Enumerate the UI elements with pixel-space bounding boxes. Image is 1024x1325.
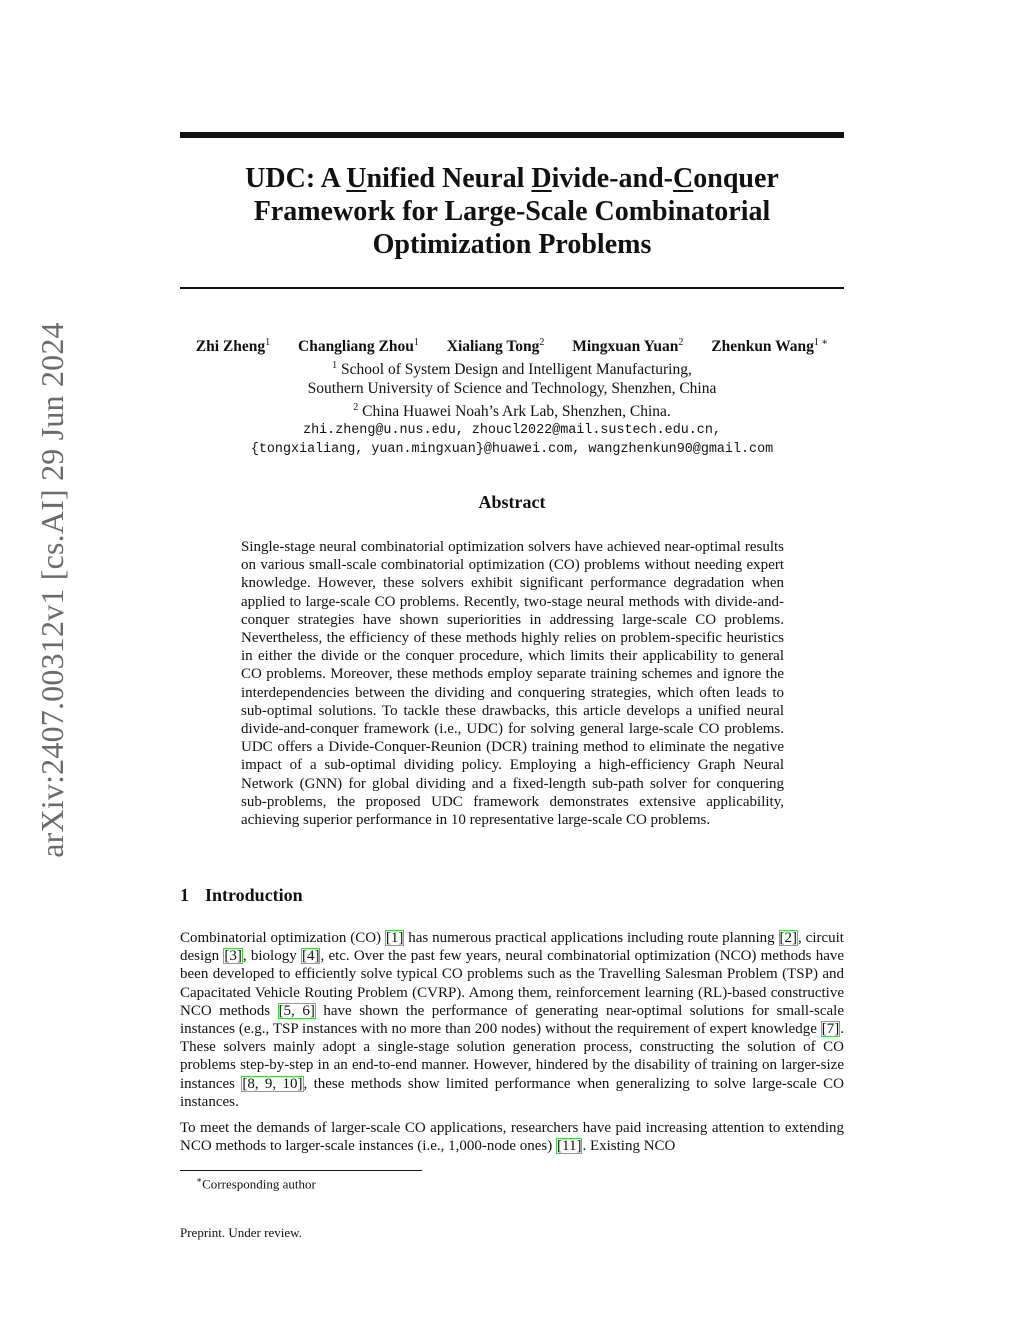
citation-link[interactable]: [8, 9, 10] xyxy=(242,1075,303,1092)
citation-link[interactable]: [7] xyxy=(821,1021,840,1038)
citation-link[interactable]: [3] xyxy=(224,948,242,965)
preprint-note: Preprint. Under review. xyxy=(180,1225,302,1240)
affiliation-1-cont: Southern University of Science and Technology, Shenzhen, China xyxy=(307,380,717,398)
title-line-3: Optimization Problems xyxy=(372,229,652,260)
affiliation-2: $^2$ China Huawei Noah’s Ark Lab, Shenzhen, China. xyxy=(353,402,671,421)
author-names xyxy=(150,333,874,356)
title-top-rule xyxy=(180,132,844,138)
paragraph: To meet the demands of larger-scale CO applications, researchers have paid increasing attention to extending NCO methods to larger-scale instances (i.e., 1,000-node ones) [11]. Existing NCO xyxy=(180,1120,844,1155)
title-line-2: Framework for Large-Scale Combinatorial xyxy=(253,196,771,227)
section-number: 1 xyxy=(180,885,189,905)
citation-link[interactable]: [1] xyxy=(385,930,404,946)
author-block xyxy=(150,333,874,459)
email-line-2: {tongxialiang, yuan.mingxuan}@huawei.com, wangzhenkun90@gmail.com xyxy=(250,442,774,458)
paragraph: Combinatorial optimization (CO) [1] has numerous practical applications including route planning [2], circuit design [3], biology [4], etc. Over the past few years, neural combinatorial optimization (NCO) methods have been developed to efficiently solve typical CO problems such as the Travelling Salesman Problem (TSP) and Capacitated Vehicle Routing Problem (CVRP). Among them, reinforcement learning (RL)-based constructive NCO methods [5, 6] have shown the performance of generating near-optimal solutions for small-scale instances (e.g., TSP instances with no more than 200 nodes) without the requirement of expert knowledge [7]. These solvers mainly adopt a single-stage solution generation process, constructing the solution of CO problems step-by-step in an end-to-end manner. However, hindered by the disability of training on larger-size instances [8, 9, 10], these methods show limited performance when generalizing to solve large-scale CO instances. xyxy=(180,930,845,1110)
footnote: ∗Corresponding author xyxy=(196,1175,316,1192)
paper-title xyxy=(180,162,844,261)
citation-link[interactable]: [11] xyxy=(557,1138,582,1155)
abstract-heading: Abstract xyxy=(478,492,546,512)
arxiv-identifier: arXiv:2407.00312v1 [cs.AI] 29 Jun 2024 xyxy=(34,322,70,858)
citation-link[interactable]: [2] xyxy=(779,930,798,946)
affiliation-1: $^1$ School of System Design and Intelligent Manufacturing, xyxy=(332,360,692,379)
author: Changliang Zhou$^1$ xyxy=(298,337,419,356)
introduction-body xyxy=(180,929,844,1163)
section-title: Introduction xyxy=(205,885,303,905)
author: Zhi Zheng$^1$ xyxy=(195,337,271,356)
citation-link[interactable]: [4] xyxy=(301,948,320,965)
author: Zhenkun Wang$^{1 ∗}$ xyxy=(711,337,829,356)
footnote-rule xyxy=(180,1170,422,1171)
section-heading-introduction xyxy=(180,885,303,906)
email-line-1: zhi.zheng@u.nus.edu, zhoucl2022@mail.sustech.edu.cn, xyxy=(303,423,721,439)
title-line-1: UDC: A Unified Neural Divide-and-Conquer xyxy=(245,163,779,194)
title-bottom-rule xyxy=(180,287,844,289)
citation-link[interactable]: [5, 6] xyxy=(278,1002,315,1019)
author: Xialiang Tong$^2$ xyxy=(446,337,545,356)
abstract-text: Single-stage neural combinatorial optimization solvers have achieved near-optimal results on various small-scale combinatorial optimization (CO) problems without needing expert knowledge. However, these solvers exhibit significant performance degradation when applied to large-scale CO problems. Recently, two-stage neural methods with divide-and-conquer strategies have shown superiorities in addressing large-scale CO problems. Nevertheless, the efficiency of these methods highly relies on problem-specific heuristics in either the divide or the conquer procedure, which limits their applicability to general CO problems. Moreover, these methods employ separate training schemes and ignore the interdependencies between the dividing and conquering strategies, which often leads to sub-optimal solutions. To tackle these drawbacks, this article develops a unified neural divide-and-conquer framework (i.e., UDC) for solving general large-scale CO problems. UDC offers a Divide-Conquer-Reunion (DCR) training method to eliminate the negative impact of a sub-optimal dividing policy. Employing a high-efficiency Graph Neural Network (GNN) for global dividing and a fixed-length sub-path solver for conquering sub-problems, the proposed UDC framework demonstrates extensive applicability, achieving superior performance in 10 representative large-scale CO problems. xyxy=(241,539,784,829)
author: Mingxuan Yuan$^2$ xyxy=(572,337,684,356)
